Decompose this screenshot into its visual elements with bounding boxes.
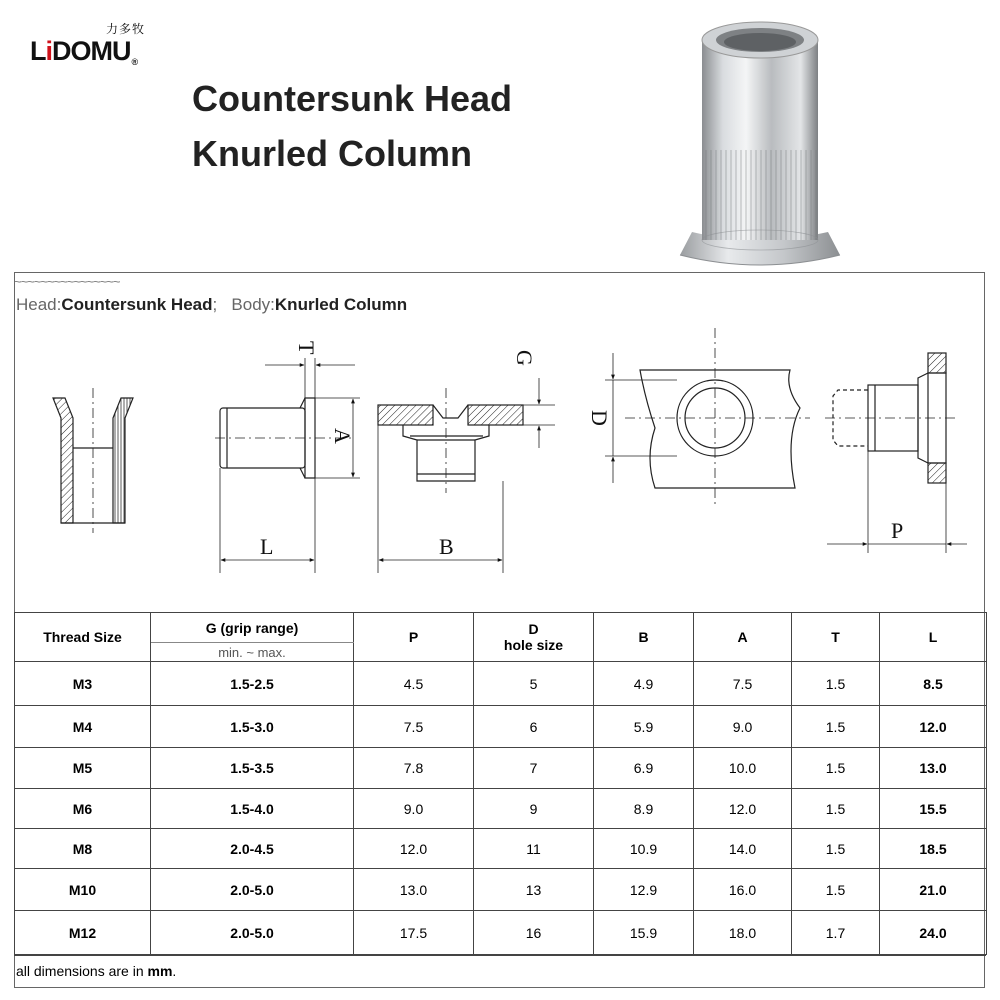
rivet-nut-photo: [660, 10, 860, 270]
cell-t: 1.5: [792, 789, 880, 829]
brand-logo: [30, 20, 160, 70]
cell-size: M8: [15, 829, 151, 869]
table-row: [15, 869, 987, 911]
cell-size: M3: [15, 662, 151, 706]
cell-l: 24.0: [880, 911, 987, 955]
table-row: [15, 748, 987, 789]
cell-b: 5.9: [594, 706, 694, 748]
cell-t: 1.5: [792, 706, 880, 748]
footer-note: [14, 955, 986, 987]
head-label: Head:: [16, 295, 62, 314]
installed-view-drawing: [378, 378, 555, 573]
cell-b: 4.9: [594, 662, 694, 706]
table-row: [15, 789, 987, 829]
cell-b: 15.9: [594, 911, 694, 955]
cell-d: 6: [474, 706, 594, 748]
header-d-line2: hole size: [503, 637, 564, 653]
head-body-description: [16, 295, 407, 315]
cell-size: M4: [15, 706, 151, 748]
cell-size: M5: [15, 748, 151, 789]
cell-p: 4.5: [354, 662, 474, 706]
header-g-sub: min. ~ max.: [151, 643, 354, 662]
cell-l: 21.0: [880, 869, 987, 911]
label-a: A: [330, 428, 355, 444]
label-l: L: [260, 534, 274, 559]
cell-l: 18.5: [880, 829, 987, 869]
hole-plate-drawing: [605, 328, 810, 508]
header-thread-size: Thread Size: [15, 613, 151, 662]
cell-b: 10.9: [594, 829, 694, 869]
cell-a: 16.0: [694, 869, 792, 911]
footer-period: .: [172, 963, 177, 979]
cell-a: 12.0: [694, 789, 792, 829]
cell-p: 7.5: [354, 706, 474, 748]
cell-d: 7: [474, 748, 594, 789]
cell-g: 1.5-4.0: [151, 789, 354, 829]
header-b: B: [594, 613, 694, 662]
footer-text: all dimensions are in: [16, 963, 148, 979]
brand-letter-i: i: [45, 36, 53, 66]
registered-mark: ®: [131, 57, 138, 67]
cell-a: 18.0: [694, 911, 792, 955]
footer-unit: mm: [147, 963, 173, 979]
cell-size: M6: [15, 789, 151, 829]
cell-p: 17.5: [354, 911, 474, 955]
label-g: G: [512, 350, 537, 366]
cell-p: 12.0: [354, 829, 474, 869]
cell-d: 13: [474, 869, 594, 911]
header-d-line1: D: [528, 621, 539, 637]
cell-l: 12.0: [880, 706, 987, 748]
cell-l: 15.5: [880, 789, 987, 829]
label-d: D: [587, 410, 612, 426]
table-row: [15, 911, 987, 955]
cell-g: 1.5-3.5: [151, 748, 354, 789]
side-view-drawing: [215, 358, 360, 573]
technical-drawings: [15, 318, 984, 608]
cell-d: 5: [474, 662, 594, 706]
cell-l: 13.0: [880, 748, 987, 789]
cell-p: 7.8: [354, 748, 474, 789]
body-value: Knurled Column: [274, 295, 408, 314]
cell-b: 12.9: [594, 869, 694, 911]
header-g-grip: G (grip range): [151, 613, 354, 643]
cell-t: 1.5: [792, 748, 880, 789]
brand-name-rest: DOMU: [52, 36, 131, 66]
cell-a: 7.5: [694, 662, 792, 706]
spec-table: [14, 612, 987, 955]
spec-table-body: [15, 662, 987, 955]
cell-b: 8.9: [594, 789, 694, 829]
brand-name: [30, 36, 137, 67]
section-view-drawing: [53, 388, 133, 533]
brand-chinese-name: 力多牧: [106, 22, 146, 36]
cell-g: 2.0-4.5: [151, 829, 354, 869]
cell-p: 9.0: [354, 789, 474, 829]
table-row: [15, 829, 987, 869]
header-l: L: [880, 613, 987, 662]
label-b: B: [439, 534, 454, 559]
cell-t: 1.7: [792, 911, 880, 955]
cell-t: 1.5: [792, 662, 880, 706]
cell-d: 9: [474, 789, 594, 829]
cell-b: 6.9: [594, 748, 694, 789]
separator: ;: [212, 295, 218, 314]
header-d: [474, 613, 594, 662]
cell-t: 1.5: [792, 869, 880, 911]
decorative-tilde-line: ~~~~~~~~~~~~~~~~: [14, 274, 120, 289]
cell-size: M10: [15, 869, 151, 911]
cell-a: 10.0: [694, 748, 792, 789]
cell-a: 14.0: [694, 829, 792, 869]
header-p: P: [354, 613, 474, 662]
head-value: Countersunk Head: [61, 295, 213, 314]
body-label: Body:: [231, 295, 275, 314]
table-row: [15, 662, 987, 706]
label-t: T: [294, 341, 319, 355]
cell-d: 11: [474, 829, 594, 869]
title-line-2: Knurled Column: [192, 133, 472, 174]
cell-d: 16: [474, 911, 594, 955]
brand-letter-l: L: [30, 36, 46, 66]
cell-g: 2.0-5.0: [151, 911, 354, 955]
cell-l: 8.5: [880, 662, 987, 706]
cell-size: M12: [15, 911, 151, 955]
cell-p: 13.0: [354, 869, 474, 911]
cell-g: 2.0-5.0: [151, 869, 354, 911]
table-row: [15, 706, 987, 748]
header-a: A: [694, 613, 792, 662]
header-t: T: [792, 613, 880, 662]
cell-a: 9.0: [694, 706, 792, 748]
cell-g: 1.5-3.0: [151, 706, 354, 748]
title-line-1: Countersunk Head: [192, 78, 513, 119]
cell-g: 1.5-2.5: [151, 662, 354, 706]
label-p: P: [891, 518, 904, 543]
cell-t: 1.5: [792, 829, 880, 869]
